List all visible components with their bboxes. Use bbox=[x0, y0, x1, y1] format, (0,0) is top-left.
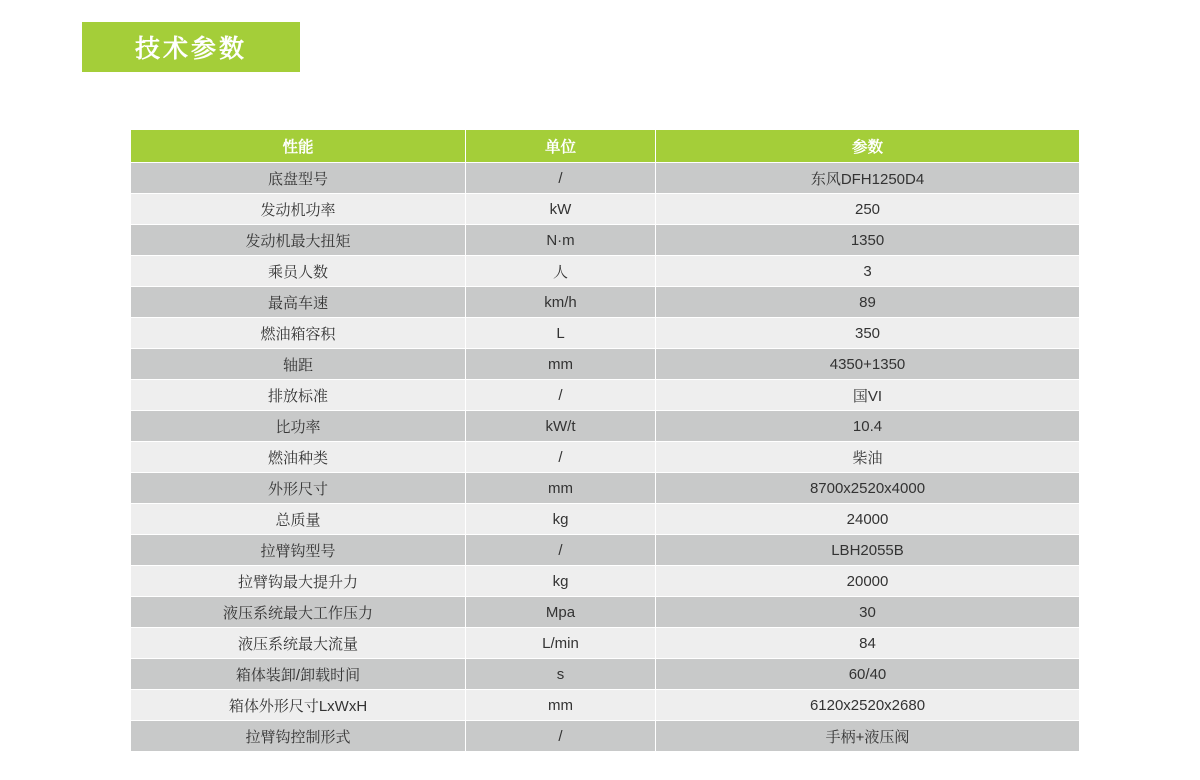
cell-unit: N·m bbox=[466, 225, 656, 256]
cell-unit: Mpa bbox=[466, 597, 656, 628]
cell-performance: 外形尺寸 bbox=[131, 473, 466, 504]
cell-performance: 比功率 bbox=[131, 411, 466, 442]
cell-unit: / bbox=[466, 535, 656, 566]
cell-parameter: 6120x2520x2680 bbox=[656, 690, 1080, 721]
table-row bbox=[131, 287, 1080, 318]
cell-performance: 轴距 bbox=[131, 349, 466, 380]
cell-parameter: 84 bbox=[656, 628, 1080, 659]
cell-unit: kg bbox=[466, 504, 656, 535]
column-header-unit: 单位 bbox=[466, 130, 656, 163]
cell-performance: 排放标准 bbox=[131, 380, 466, 411]
cell-parameter: 1350 bbox=[656, 225, 1080, 256]
cell-unit: mm bbox=[466, 349, 656, 380]
table-row bbox=[131, 659, 1080, 690]
table-row bbox=[131, 504, 1080, 535]
cell-performance: 拉臂钩型号 bbox=[131, 535, 466, 566]
cell-parameter: 3 bbox=[656, 256, 1080, 287]
table-head bbox=[131, 130, 1080, 163]
table-row bbox=[131, 163, 1080, 194]
cell-unit: L/min bbox=[466, 628, 656, 659]
cell-parameter: 20000 bbox=[656, 566, 1080, 597]
cell-unit: km/h bbox=[466, 287, 656, 318]
cell-unit: kW/t bbox=[466, 411, 656, 442]
cell-parameter: 国VI bbox=[656, 380, 1080, 411]
cell-unit: 人 bbox=[466, 256, 656, 287]
table-row bbox=[131, 721, 1080, 752]
cell-performance: 箱体装卸/卸载时间 bbox=[131, 659, 466, 690]
cell-parameter: 30 bbox=[656, 597, 1080, 628]
table-row bbox=[131, 225, 1080, 256]
cell-unit: L bbox=[466, 318, 656, 349]
table-header-row bbox=[131, 130, 1080, 163]
cell-parameter: 东风DFH1250D4 bbox=[656, 163, 1080, 194]
cell-performance: 底盘型号 bbox=[131, 163, 466, 194]
table-body bbox=[131, 163, 1080, 752]
cell-parameter: 柴油 bbox=[656, 442, 1080, 473]
cell-parameter: LBH2055B bbox=[656, 535, 1080, 566]
table-row bbox=[131, 597, 1080, 628]
section-title-banner bbox=[82, 22, 300, 72]
column-header-performance: 性能 bbox=[131, 130, 466, 163]
cell-performance: 燃油箱容积 bbox=[131, 318, 466, 349]
technical-parameters-table bbox=[130, 129, 1080, 752]
cell-performance: 最高车速 bbox=[131, 287, 466, 318]
cell-performance: 乘员人数 bbox=[131, 256, 466, 287]
cell-parameter: 手柄+液压阀 bbox=[656, 721, 1080, 752]
cell-parameter: 10.4 bbox=[656, 411, 1080, 442]
cell-unit: / bbox=[466, 721, 656, 752]
table-row bbox=[131, 535, 1080, 566]
table-row bbox=[131, 473, 1080, 504]
table-row bbox=[131, 380, 1080, 411]
cell-unit: / bbox=[466, 163, 656, 194]
cell-parameter: 350 bbox=[656, 318, 1080, 349]
table-row bbox=[131, 411, 1080, 442]
cell-performance: 发动机最大扭矩 bbox=[131, 225, 466, 256]
cell-unit: mm bbox=[466, 473, 656, 504]
cell-parameter: 4350+1350 bbox=[656, 349, 1080, 380]
cell-parameter: 60/40 bbox=[656, 659, 1080, 690]
cell-parameter: 250 bbox=[656, 194, 1080, 225]
table-row bbox=[131, 628, 1080, 659]
cell-unit: / bbox=[466, 380, 656, 411]
cell-unit: kg bbox=[466, 566, 656, 597]
column-header-parameter: 参数 bbox=[656, 130, 1080, 163]
cell-performance: 总质量 bbox=[131, 504, 466, 535]
cell-parameter: 8700x2520x4000 bbox=[656, 473, 1080, 504]
cell-performance: 发动机功率 bbox=[131, 194, 466, 225]
cell-performance: 箱体外形尺寸LxWxH bbox=[131, 690, 466, 721]
table-row bbox=[131, 566, 1080, 597]
cell-performance: 液压系统最大工作压力 bbox=[131, 597, 466, 628]
cell-unit: mm bbox=[466, 690, 656, 721]
cell-parameter: 24000 bbox=[656, 504, 1080, 535]
cell-performance: 拉臂钩控制形式 bbox=[131, 721, 466, 752]
page-title: 技术参数 bbox=[134, 35, 247, 63]
table-row bbox=[131, 690, 1080, 721]
cell-performance: 燃油种类 bbox=[131, 442, 466, 473]
table-row bbox=[131, 256, 1080, 287]
cell-unit: / bbox=[466, 442, 656, 473]
table-row bbox=[131, 349, 1080, 380]
cell-performance: 液压系统最大流量 bbox=[131, 628, 466, 659]
table-row bbox=[131, 442, 1080, 473]
table-row bbox=[131, 194, 1080, 225]
cell-parameter: 89 bbox=[656, 287, 1080, 318]
cell-performance: 拉臂钩最大提升力 bbox=[131, 566, 466, 597]
cell-unit: kW bbox=[466, 194, 656, 225]
cell-unit: s bbox=[466, 659, 656, 690]
table-row bbox=[131, 318, 1080, 349]
